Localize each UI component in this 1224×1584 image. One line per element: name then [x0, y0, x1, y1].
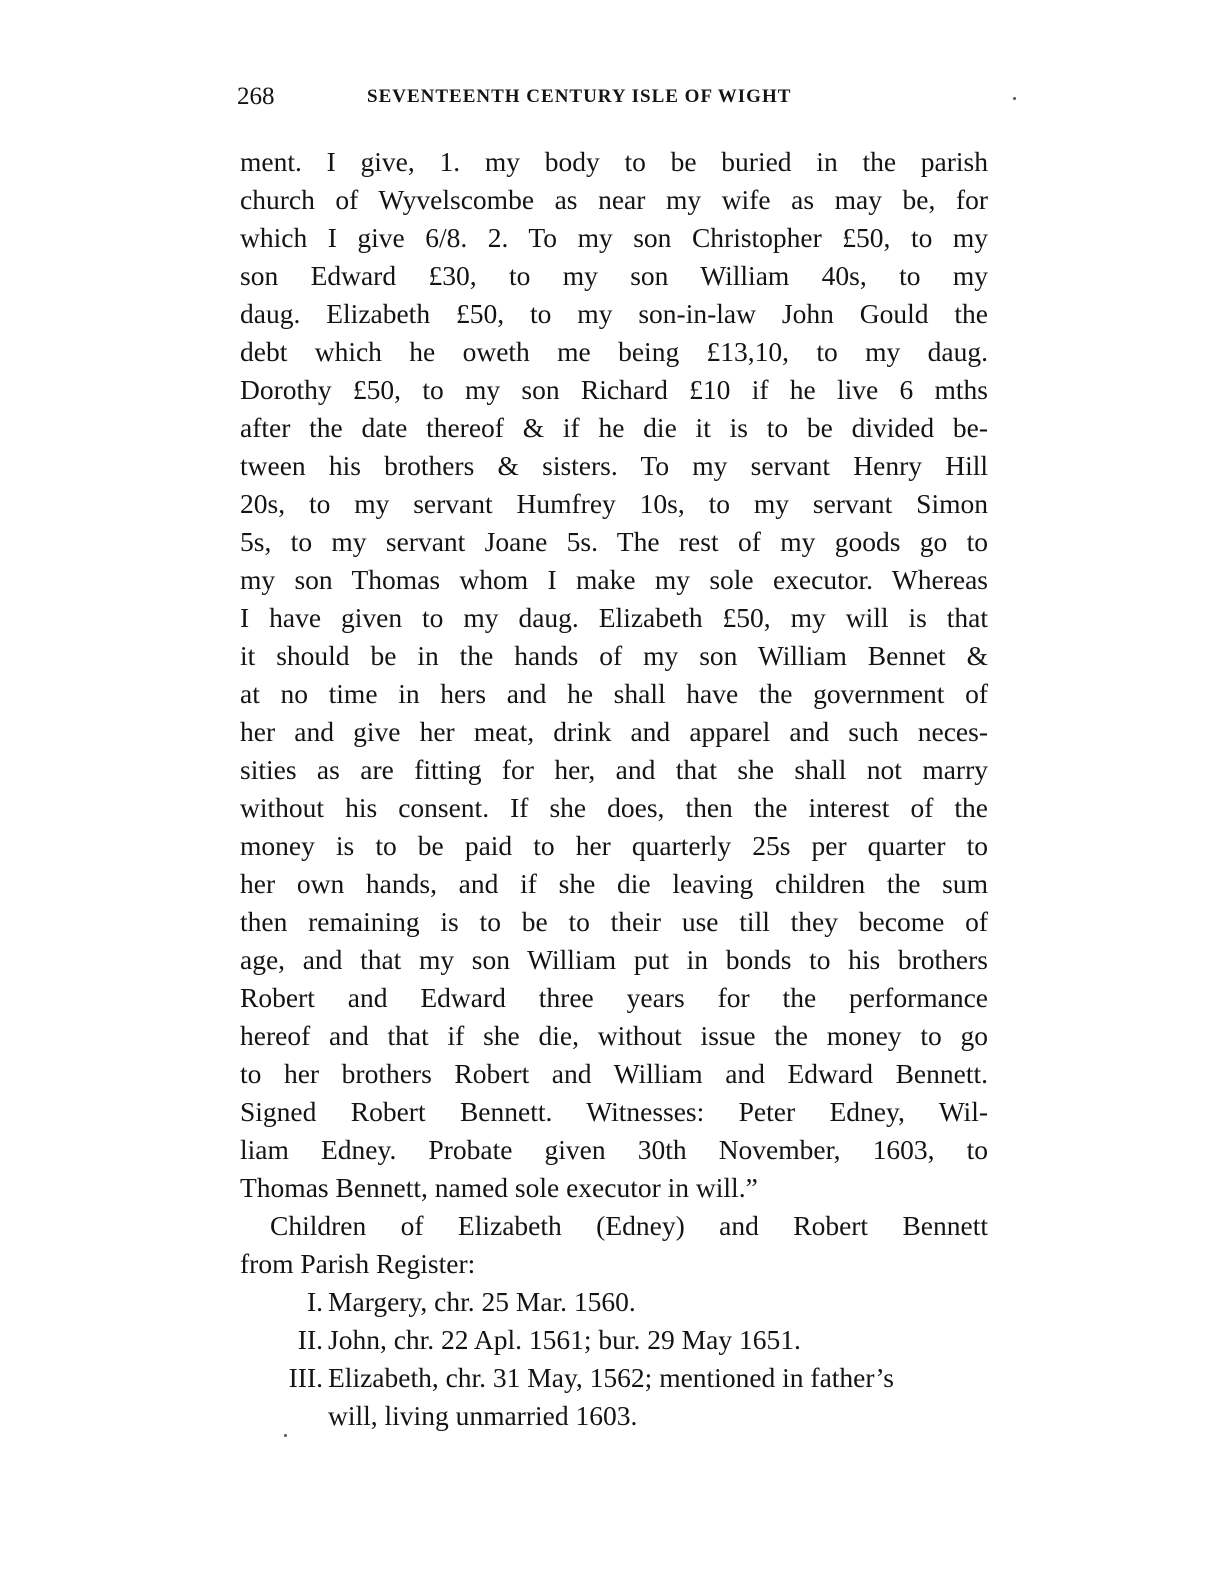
text-line: without his consent. If she does, then the interest of the [240, 792, 988, 823]
text-line: which I give 6/8. 2. To my son Christopher £50, to my [240, 222, 988, 253]
text-line: my son Thomas whom I make my sole executor. Whereas [240, 564, 988, 595]
text-line: daug. Elizabeth £50, to my son-in-law John Gould the [240, 298, 988, 329]
text-line: Signed Robert Bennett. Witnesses: Peter Edney, Wil- [240, 1096, 988, 1127]
list-item [240, 1359, 988, 1397]
text-line: at no time in hers and he shall have the government of [240, 678, 988, 709]
body-text [240, 143, 988, 1435]
text-line: money is to be paid to her quarterly 25s per quarter to [240, 830, 988, 861]
roman-numeral: II. [297, 1324, 323, 1355]
text-line: Robert and Edward three years for the performance [240, 982, 988, 1013]
text-line: tween his brothers & sisters. To my servant Henry Hill [240, 450, 988, 481]
text-line: it should be in the hands of my son William Bennet & [240, 640, 988, 671]
child-entry-continued: will, living unmarried 1603. [328, 1400, 638, 1431]
page-header [237, 82, 987, 112]
text-line: after the date thereof & if he die it is to be divided be- [240, 412, 988, 443]
text-line: to her brothers Robert and William and Edward Bennett. [240, 1058, 988, 1089]
text-line: Dorothy £50, to my son Richard £10 if he live 6 mths [240, 374, 988, 405]
text-line: 20s, to my servant Humfrey 10s, to my servant Simon [240, 488, 988, 519]
child-entry: Elizabeth, chr. 31 May, 1562; mentioned in father’s [328, 1362, 894, 1393]
list-item [240, 1321, 988, 1359]
children-intro: Children of Elizabeth (Edney) and Robert Bennett [270, 1210, 988, 1241]
child-entry: Margery, chr. 25 Mar. 1560. [328, 1286, 636, 1317]
text-line: sities as are fitting for her, and that she shall not marry [240, 754, 988, 785]
children-intro-continued: from Parish Register: [240, 1248, 476, 1279]
text-line: her and give her meat, drink and apparel and such neces- [240, 716, 988, 747]
text-line: Thomas Bennett, named sole executor in will.” [240, 1172, 758, 1203]
text-line: debt which he oweth me being £13,10, to my daug. [240, 336, 988, 367]
text-line: church of Wyvelscombe as near my wife as may be, for [240, 184, 988, 215]
text-line: her own hands, and if she die leaving children the sum [240, 868, 988, 899]
text-line: I have given to my daug. Elizabeth £50, my will is that [240, 602, 988, 633]
list-item [240, 1283, 988, 1321]
roman-numeral: III. [288, 1362, 323, 1393]
roman-numeral: I. [306, 1286, 323, 1317]
text-line: liam Edney. Probate given 30th November, 1603, to [240, 1134, 988, 1165]
text-line: ment. I give, 1. my body to be buried in the parish [240, 146, 988, 177]
text-line: age, and that my son William put in bonds to his brothers [240, 944, 988, 975]
running-head: SEVENTEENTH CENTURY ISLE OF WIGHT [367, 86, 792, 107]
list-item-continuation [240, 1397, 988, 1435]
text-line: son Edward £30, to my son William 40s, to my [240, 260, 988, 291]
scan-speck [1013, 97, 1016, 100]
text-line: 5s, to my servant Joane 5s. The rest of my goods go to [240, 526, 988, 557]
scan-speck [284, 1434, 287, 1437]
text-line: then remaining is to be to their use till they become of [240, 906, 988, 937]
text-line: hereof and that if she die, without issue the money to go [240, 1020, 988, 1051]
page-number: 268 [237, 83, 275, 110]
child-entry: John, chr. 22 Apl. 1561; bur. 29 May 1651. [328, 1324, 801, 1355]
